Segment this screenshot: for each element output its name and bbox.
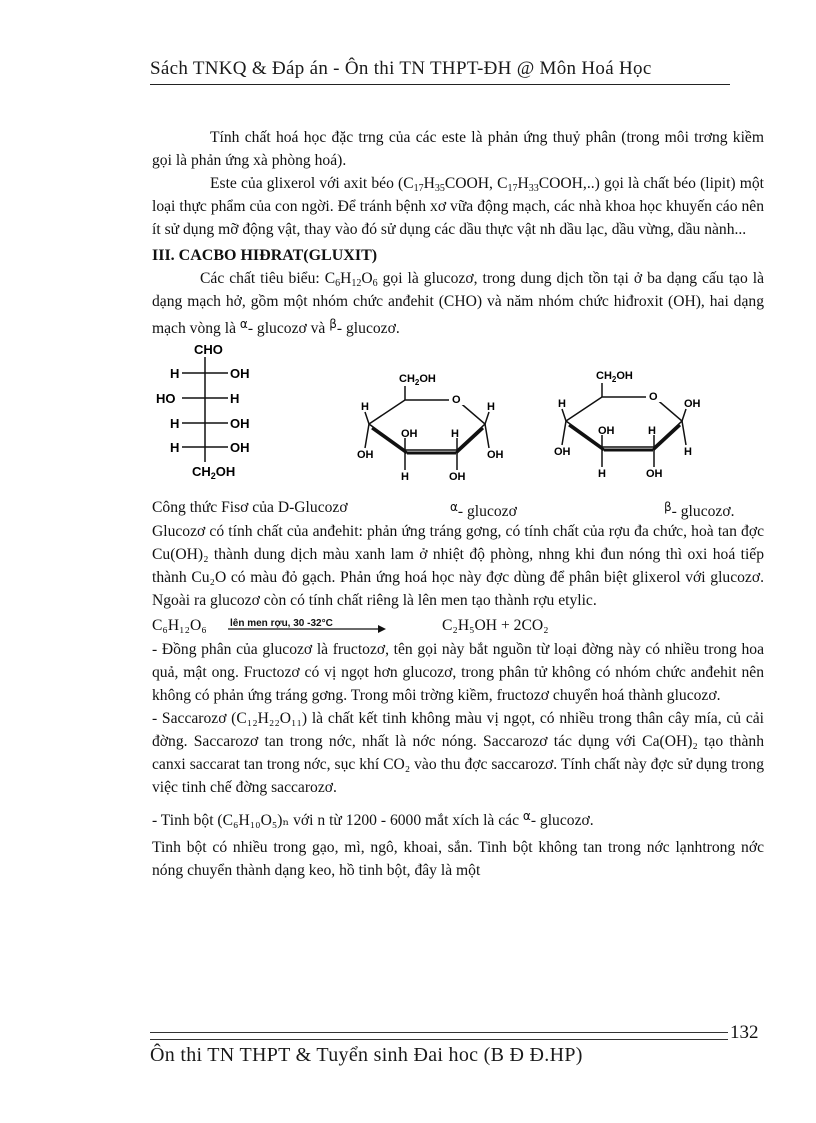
reaction-reactant: C₆H₁₂O₆ (152, 617, 207, 634)
reaction-condition: lên men rợu, 30 -32°C (230, 618, 333, 629)
page-footer: Ôn thi TN THPT & Tuyển sinh Đai hoc (B Đ Đ.HP) (150, 1044, 583, 1066)
svg-text:CH2OH: $CH_2OH$ (192, 464, 236, 481)
svg-text:H: H (684, 446, 692, 458)
svg-text:OH: OH (684, 398, 701, 410)
svg-text:H: H (401, 471, 409, 483)
structure-captions (152, 496, 764, 520)
svg-text:OH: OH (230, 440, 250, 455)
caption-alpha: $^\alpha$- glucozơ (450, 500, 517, 520)
paragraph-fats: Este của glixerol với axit béo ($C_{17}H_{35}COOH$, $C_{17}H_{33}COOH$,..) gọi là chất béo (lipit) một loại thực phẩm của con ngời. Để tránh bệnh xơ vữa động mạch, các nhà khoa học khuyến cáo nên ít sử dụng mỡ động vật, thay vào đó sử dụng các dầu thực vật nh dầu lạc, dầu vừng, dầu nành... (152, 175, 764, 238)
fermentation-reaction (152, 612, 764, 638)
alpha-symbol: α (239, 317, 248, 331)
svg-text:CH2OH: $CH_2OH$ (399, 373, 436, 387)
reaction-arrow (228, 624, 388, 634)
page-number: 132 (730, 1022, 759, 1043)
reaction-products: C₂H₅OH + 2CO₂ (442, 617, 549, 634)
svg-text:CHO: CHO (194, 342, 223, 357)
section-title: III. CACBO HIĐRAT(GLUXIT) (152, 247, 378, 264)
svg-text:OH: OH (230, 416, 250, 431)
alpha-glucose-ring (357, 373, 504, 483)
structure-diagrams (152, 342, 764, 490)
paragraph-glucose-intro: Các chất tiêu biểu: $C_6H_{12}O_6$ gọi là glucozơ, trong dung dịch tồn tại ở ba dạng cấu tạo là dạng mạch hở, gồm một nhóm chức anđehit (CHO) và năm nhóm chức hiđroxit (OH), hai dạng mạch vòng là $^\alpha$- glucozơ và $^\beta$- glucozơ. (152, 270, 764, 337)
paragraph-sucrose: - Saccarozơ (C₁₂H₂₂O₁₁) là chất kết tinh không màu vị ngọt, có nhiều trong thân cây mía, củ cải đờng. Saccarozơ tan trong nớc, nhất là nớc nóng. Saccarozơ tác dụng với Ca(OH)₂ tạo thành canxi saccarat tan trong nớc, sục khí CO₂ vào thu đợc saccarozơ. Tính chất này đợc sử dụng trong việc tinh chế đờng saccarozơ. (152, 710, 764, 796)
paragraph-glucose-properties: Glucozơ có tính chất của anđehit: phản ứng tráng gơng, có tính chất của rợu đa chức, hoà tan đợc Cu(OH)₂ thành dung dịch màu xanh lam ở nhiệt độ phòng, nhng khi đun nóng thì oxi hoá tiếp thành Cu₂O có màu đỏ gạch. Phản ứng hoá học này đợc dùng để phân biệt glixerol với glucozơ. Ngoài ra glucozơ còn có tính chất riêng là lên men tạo thành rợu etylic. (152, 523, 764, 609)
glucose-structures (152, 342, 764, 490)
paragraph-fructose: - Đồng phân của glucozơ là fructozơ, tên gọi này bắt nguồn từ loại đờng này có nhiều trong hoa quả, mật ong. Fructozơ có vị ngọt hơn glucozơ, trong phân tử không có nhóm chức anđehit nên không có phản ứng tráng gơng. Trong môi trờng kiềm, fructozơ chuyển hoá thành glucozơ. (152, 641, 764, 704)
beta-symbol: β (329, 317, 337, 331)
svg-text:OH: OH (487, 449, 504, 461)
svg-text:OH: OH (401, 428, 418, 440)
caption-beta: $^\beta$- glucozơ. (664, 500, 735, 520)
svg-text:H: H (170, 440, 180, 455)
svg-text:H: H (361, 401, 369, 413)
caption-fischer: Công thức Fisơ của D-Glucozơ (152, 499, 348, 516)
svg-text:O: O (452, 394, 461, 406)
svg-text:H: H (558, 398, 566, 410)
svg-text:CH2OH: $CH_2OH$ (596, 370, 633, 384)
svg-text:HO: HO (156, 391, 176, 406)
svg-text:OH: OH (230, 366, 250, 381)
header-divider (150, 84, 730, 85)
svg-text:OH: OH (449, 471, 466, 483)
svg-text:H: H (170, 416, 180, 431)
paragraph-starch: Tinh bột có nhiều trong gạo, mì, ngô, khoai, sắn. Tinh bột không tan trong nớc lạnhtrong nớc nóng chuyển thành dạng keo, hồ tinh bột, đây là một (152, 839, 764, 879)
svg-text:H: H (451, 428, 459, 440)
svg-text:OH: OH (357, 449, 374, 461)
page-body (152, 126, 764, 882)
svg-text:H: H (598, 468, 606, 480)
svg-text:H: H (648, 425, 656, 437)
svg-text:O: O (649, 391, 658, 403)
svg-text:H: H (230, 391, 240, 406)
svg-text:OH: OH (554, 446, 571, 458)
footer-divider (150, 1032, 728, 1040)
paragraph-starch-formula: - Tinh bột (C₆H₁₀O₅)ₙ với n từ 1200 - 6000 mắt xích là các $^\alpha$- glucozơ. (152, 809, 594, 829)
svg-text:H: H (170, 366, 180, 381)
svg-text:OH: OH (646, 468, 663, 480)
paragraph-ester-hydrolysis: Tính chất hoá học đặc trng của các este là phản ứng thuỷ phân (trong môi trơng kiềm gọi là phản ứng xà phòng hoá). (152, 129, 764, 169)
svg-text:H: H (487, 401, 495, 413)
beta-glucose-ring (554, 370, 701, 480)
fischer-projection (156, 342, 250, 481)
page-header: Sách TNKQ & Đáp án - Ôn thi TN THPT-ĐH @ Môn Hoá Học (150, 58, 652, 79)
alpha-symbol: α (522, 809, 531, 823)
svg-text:OH: OH (598, 425, 615, 437)
